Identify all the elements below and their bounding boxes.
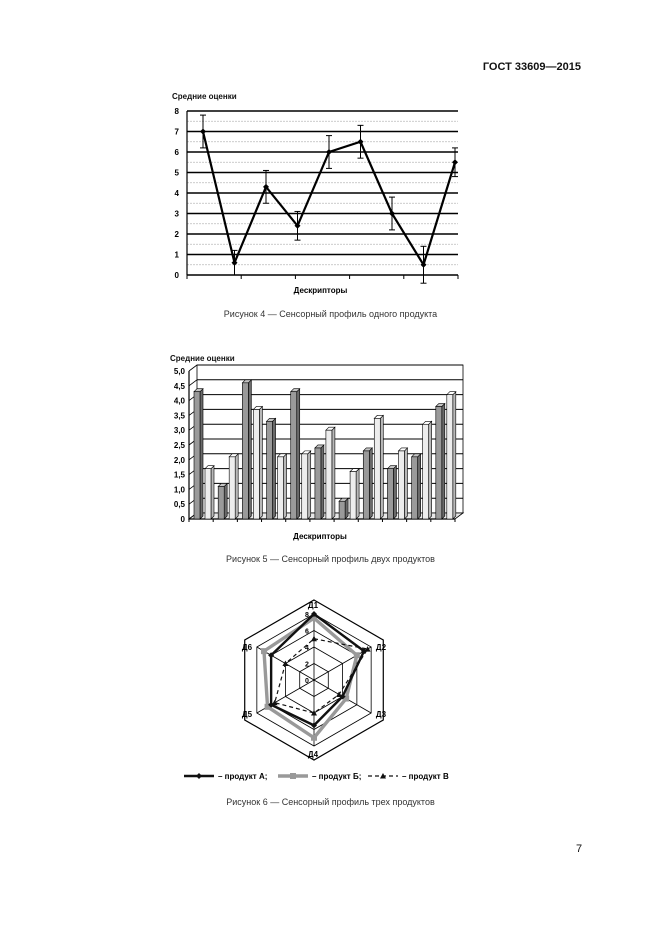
fig6-rtick-label: 0 — [305, 678, 309, 685]
fig4-ytick-label: 3 — [174, 209, 179, 219]
fig5-ytick-label: 3,5 — [173, 411, 185, 421]
fig6-data-point — [311, 735, 317, 741]
fig5-ytick-label: 0,5 — [173, 500, 185, 510]
fig6-legend-label: – продукт Б; — [312, 772, 362, 781]
fig6-data-point — [354, 652, 360, 658]
fig6-rtick-label: 8 — [305, 612, 309, 619]
fig6-legend-label: – продукт А; — [218, 772, 268, 781]
fig6-legend-label: – продукт В — [402, 772, 449, 781]
fig6-rtick-label: 6 — [305, 628, 309, 636]
document-header: ГОСТ 33609—2015 — [482, 61, 581, 73]
fig6-axis-label: Д1 — [307, 601, 319, 610]
fig5-ytick-label: 0 — [180, 515, 185, 524]
fig5-ytick-label: 4,5 — [173, 381, 185, 391]
figure4-caption: Рисунок 4 — Сенсорный профиль одного продукта — [223, 309, 438, 319]
fig4-ylabel: Средние оценки — [172, 92, 237, 101]
fig4-ytick-label: 1 — [174, 250, 179, 260]
fig4-ytick-label: 7 — [174, 127, 179, 137]
fig6-legend-marker — [290, 773, 296, 779]
page-number: 7 — [576, 843, 583, 855]
fig6-data-point — [272, 700, 278, 706]
fig5-ytick-label: 1,5 — [173, 470, 185, 480]
fig4-xlabel: Дескрипторы — [293, 286, 348, 295]
fig6-rtick-label: 4 — [305, 645, 309, 652]
fig6-axis-label: Д4 — [307, 750, 319, 759]
fig6-data-point — [311, 636, 317, 642]
fig4-ytick-label: 5 — [174, 168, 179, 178]
fig4-ytick-label: 2 — [174, 230, 179, 239]
fig6-rtick-label: 2 — [305, 661, 309, 669]
fig5-ytick-label: 4,0 — [173, 396, 185, 406]
figure5-caption: Рисунок 5 — Сенсорный профиль двух продуктов — [226, 554, 435, 564]
fig5-ylabel: Средние оценки — [170, 354, 235, 363]
fig6-axis-label: Д6 — [241, 643, 253, 652]
fig4-ytick-label: 8 — [174, 107, 179, 116]
fig5-ytick-label: 5,0 — [173, 367, 185, 376]
fig4-ytick-label: 6 — [174, 148, 179, 157]
fig4-ytick-label: 4 — [174, 189, 179, 198]
fig6-data-point — [282, 661, 288, 667]
fig4-ytick-label: 0 — [174, 271, 179, 280]
fig6-legend-marker — [196, 773, 202, 779]
fig6-axis-label: Д5 — [241, 710, 253, 719]
fig6-axis-label: Д2 — [375, 643, 387, 652]
fig5-ytick-label: 1,0 — [173, 485, 185, 495]
fig5-xlabel: Дескрипторы — [293, 532, 347, 541]
fig5-ytick-label: 3,0 — [173, 426, 185, 436]
figure6-caption: Рисунок 6 — Сенсорный профиль трех продуктов — [226, 797, 435, 807]
fig5-ytick-label: 2,5 — [173, 441, 185, 450]
fig6-axis-label: Д3 — [375, 710, 387, 719]
fig6-data-point — [261, 648, 267, 654]
fig5-ytick-label: 2,0 — [173, 455, 185, 465]
fig6-data-point — [336, 691, 342, 697]
